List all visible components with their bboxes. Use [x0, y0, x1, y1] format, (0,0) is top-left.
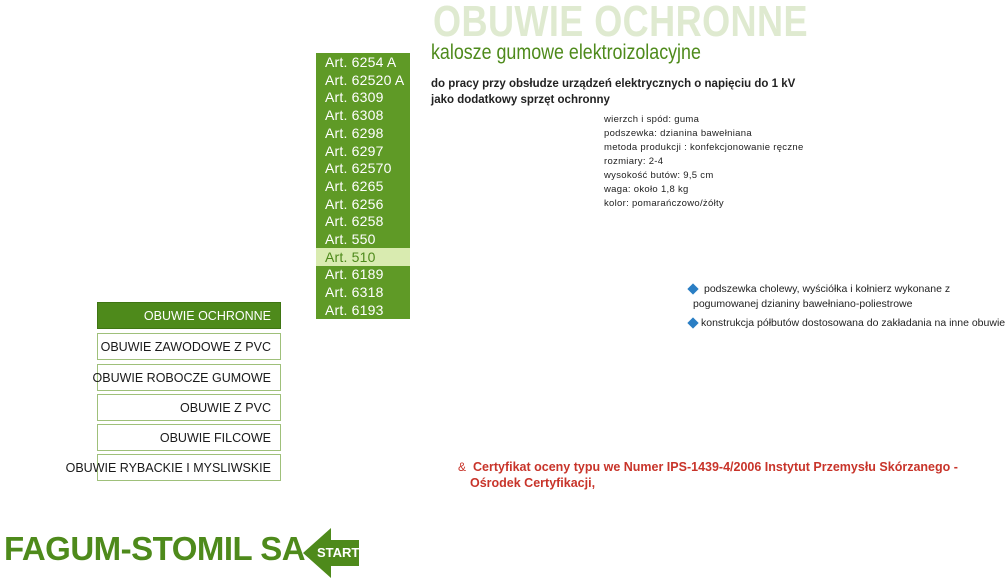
article-item[interactable]: Art. 6258	[325, 213, 384, 230]
product-subtitle: kalosze gumowe elektroizolacyjne	[431, 41, 701, 64]
spec-item: waga: około 1,8 kg	[604, 184, 689, 195]
category-obuwie-robocze-gumowe[interactable]: OBUWIE ROBOCZE GUMOWE	[97, 364, 281, 391]
start-label: START	[317, 545, 360, 560]
spec-item: rozmiary: 2-4	[604, 156, 664, 167]
article-item[interactable]: Art. 6309	[325, 89, 384, 106]
diamond-bullet-icon	[687, 317, 698, 328]
article-item[interactable]: Art. 6189	[325, 266, 384, 283]
category-obuwie-rybackie[interactable]: OBUWIE RYBACKIE I MYSLIWSKIE	[97, 454, 281, 481]
start-button[interactable]	[303, 528, 359, 578]
article-list	[316, 53, 410, 319]
category-obuwie-ochronne[interactable]: OBUWIE OCHRONNE	[97, 302, 281, 329]
article-item[interactable]: Art. 6256	[325, 195, 384, 212]
company-logo: FAGUM-STOMIL SA	[4, 530, 306, 567]
article-item[interactable]: Art. 6265	[325, 177, 384, 194]
feature-1-line-2: pogumowanej dzianiny bawełniano-poliestrowe	[693, 298, 913, 310]
category-obuwie-zawodowe-pvc[interactable]: OBUWIE ZAWODOWE Z PVC	[97, 333, 281, 360]
spec-item: kolor: pomarańczowo/żółty	[604, 198, 724, 209]
article-item[interactable]: Art. 6254 A	[325, 54, 397, 70]
category-obuwie-z-pvc[interactable]: OBUWIE Z PVC	[97, 394, 281, 421]
article-item[interactable]: Art. 6297	[325, 142, 384, 159]
article-item[interactable]: Art. 62570	[325, 160, 392, 177]
article-item[interactable]: Art. 6193	[325, 301, 384, 318]
article-item[interactable]: Art. 6298	[325, 124, 384, 141]
certificate-line-1: Certyfikat oceny typu we Numer IPS-1439-4/2006 Instytut Przemysłu Skórzanego -	[473, 460, 958, 474]
spec-item: podszewka: dzianina bawełniana	[604, 128, 752, 139]
article-item-selected[interactable]: Art. 510	[316, 248, 410, 266]
spec-item: wysokość butów: 9,5 cm	[604, 170, 714, 181]
article-item[interactable]: Art. 62520 A	[325, 71, 405, 88]
article-item[interactable]: Art. 550	[325, 231, 376, 247]
article-item[interactable]: Art. 6308	[325, 107, 384, 124]
spec-item: wierzch i spód: guma	[604, 114, 700, 125]
spec-item: metoda produkcji : konfekcjonowanie ręczne	[604, 142, 804, 153]
diamond-bullet-icon	[687, 283, 698, 294]
feature-2: konstrukcja półbutów dostosowana do zakładania na inne obuwie	[701, 317, 1005, 329]
feature-1-line-1: podszewka cholewy, wyściółka i kołnierz wykonane z	[704, 283, 951, 295]
description-line-1: do pracy przy obsłudze urządzeń elektrycznych o napięciu do 1 kV	[431, 78, 796, 90]
page-title: OBUWIE OCHRONNE	[433, 0, 808, 46]
certificate-mark: &	[458, 460, 467, 474]
certificate-line-2: Ośrodek Certyfikacji,	[470, 476, 596, 490]
category-obuwie-filcowe[interactable]: OBUWIE FILCOWE	[97, 424, 281, 451]
article-item[interactable]: Art. 6318	[325, 284, 384, 301]
description-line-2: jako dodatkowy sprzęt ochronny	[431, 94, 610, 106]
